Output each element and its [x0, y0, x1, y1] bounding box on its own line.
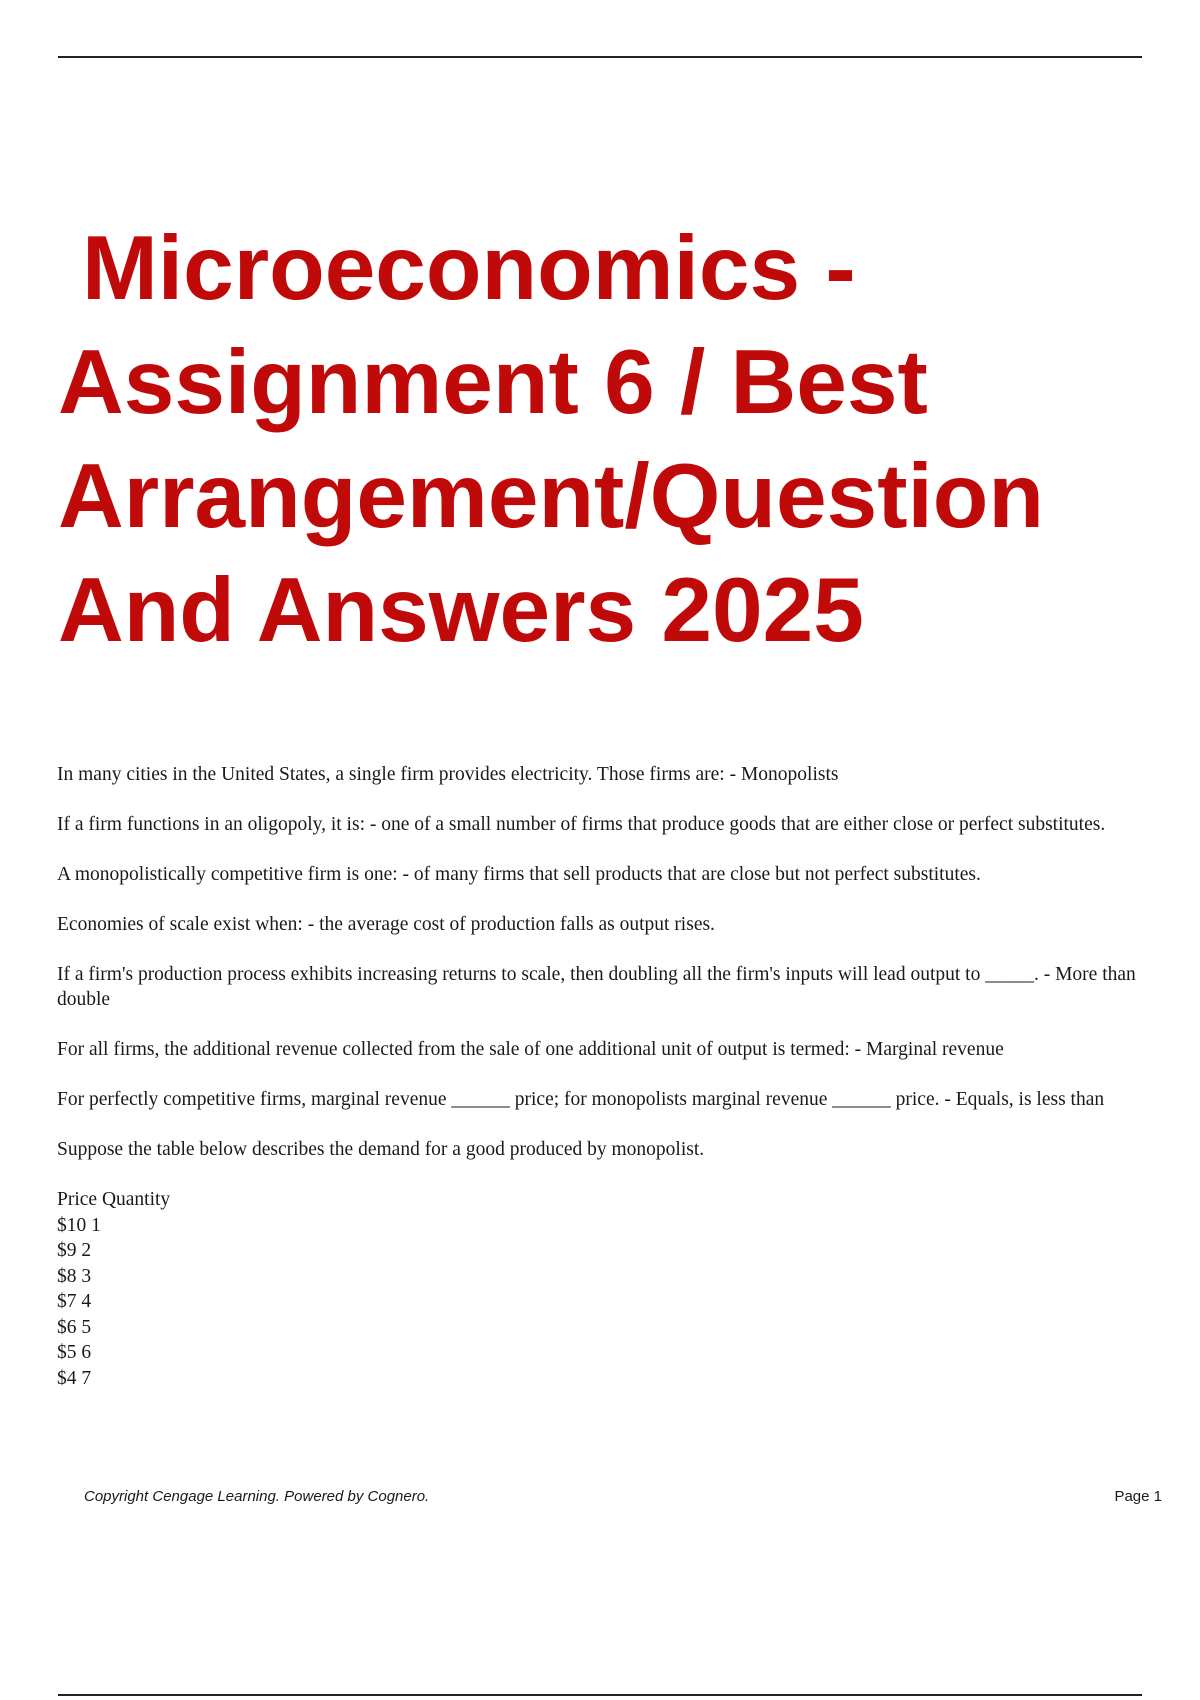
- qa-paragraph: If a firm functions in an oligopoly, it is: - one of a small number of firms that produce goods that are either close or perfect substitutes.: [57, 814, 1106, 835]
- qa-paragraph: Economies of scale exist when: - the average cost of production falls as output rises.: [57, 914, 715, 935]
- qa-paragraph: In many cities in the United States, a single firm provides electricity. Those firms are: - Monopolists: [57, 764, 839, 785]
- demand-table-row: $9 2: [57, 1240, 92, 1261]
- bottom-rule: [58, 1694, 1142, 1696]
- title-line: Microeconomics -: [82, 218, 856, 319]
- copyright-notice: Copyright Cengage Learning. Powered by Cognero.: [84, 1488, 430, 1505]
- demand-table-row: $6 5: [57, 1316, 92, 1338]
- demand-table-row: $5 6: [57, 1342, 92, 1363]
- qa-paragraph: Suppose the table below describes the demand for a good produced by monopolist.: [57, 1139, 705, 1160]
- qa-paragraph: If a firm's production process exhibits increasing returns to scale, then doubling all the firm's inputs will lead output to _____. - More than double: [57, 964, 1136, 1010]
- qa-paragraph: For all firms, the additional revenue collected from the sale of one additional unit of output is termed: - Marginal revenue: [57, 1039, 1004, 1060]
- demand-table-header: Price Quantity: [57, 1189, 171, 1210]
- demand-table-row: $7 4: [57, 1291, 92, 1312]
- title-line: Arrangement/Question: [58, 446, 1044, 547]
- demand-table-row: $10 1: [57, 1214, 101, 1236]
- qa-paragraph: For perfectly competitive firms, marginal revenue ______ price; for monopolists marginal revenue ______ price. - Equals, is less than: [57, 1089, 1105, 1110]
- demand-table-row: $8 3: [57, 1265, 92, 1287]
- demand-table-row: $4 7: [57, 1367, 92, 1389]
- title-line: Assignment 6 / Best: [58, 332, 928, 433]
- page-number: Page 1: [1114, 1488, 1162, 1505]
- document-title: [58, 212, 1148, 668]
- top-rule: [58, 56, 1142, 58]
- title-line: And Answers 2025: [58, 560, 864, 661]
- demand-table: [57, 1187, 1169, 1391]
- qa-paragraph: A monopolistically competitive firm is one: - of many firms that sell products that are close but not perfect substitutes.: [57, 864, 981, 885]
- question-answer-list: [57, 762, 1169, 1391]
